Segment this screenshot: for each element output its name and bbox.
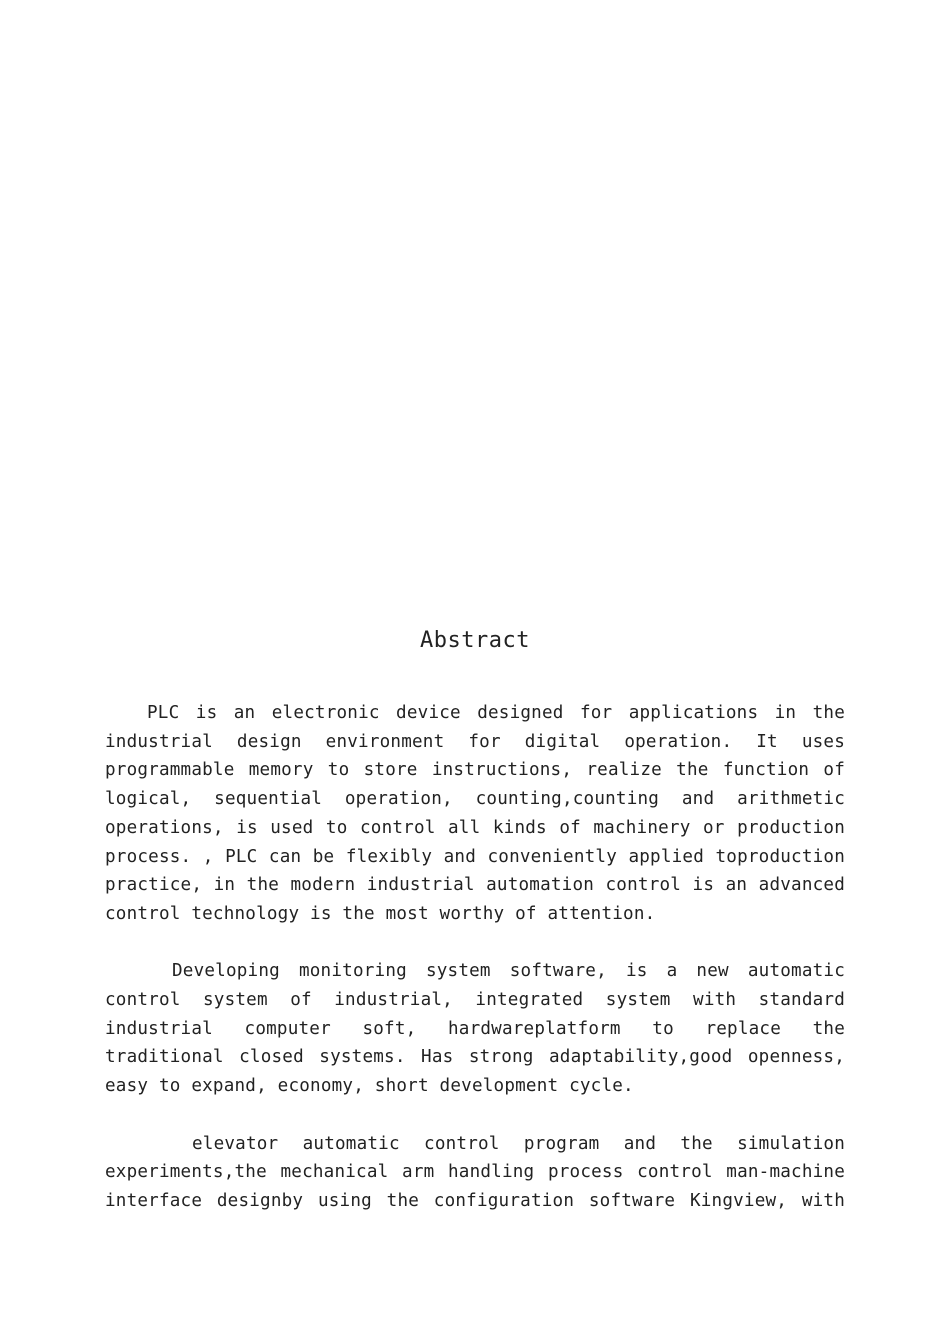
abstract-title: Abstract	[420, 628, 530, 653]
abstract-paragraph-1: PLC is an electronic device designed for applications in the industrial design environment for digital operation. It uses programmable memory to store instructions, realize the function of logical, sequential operation, counting,counting and arithmetic operations, is used to control all kinds of machinery or production process. , PLC can be flexibly and conveniently applied toproduction practice, in the modern industrial automation control is an advanced control technology is the most worthy of attention.	[105, 703, 845, 924]
abstract-body	[105, 699, 845, 1216]
abstract-paragraph-3: elevator automatic control program and the simulation experiments,the mechanical arm handling process control man-machine interface designby using the configuration software Kingview, with	[105, 1133, 845, 1211]
abstract-paragraph-2: Developing monitoring system software, is a new automatic control system of industrial, integrated system with standard industrial computer soft, hardwareplatform to replace the traditional closed systems. Has strong adaptability,good openness, easy to expand, economy, short development cycle.	[105, 961, 845, 1097]
